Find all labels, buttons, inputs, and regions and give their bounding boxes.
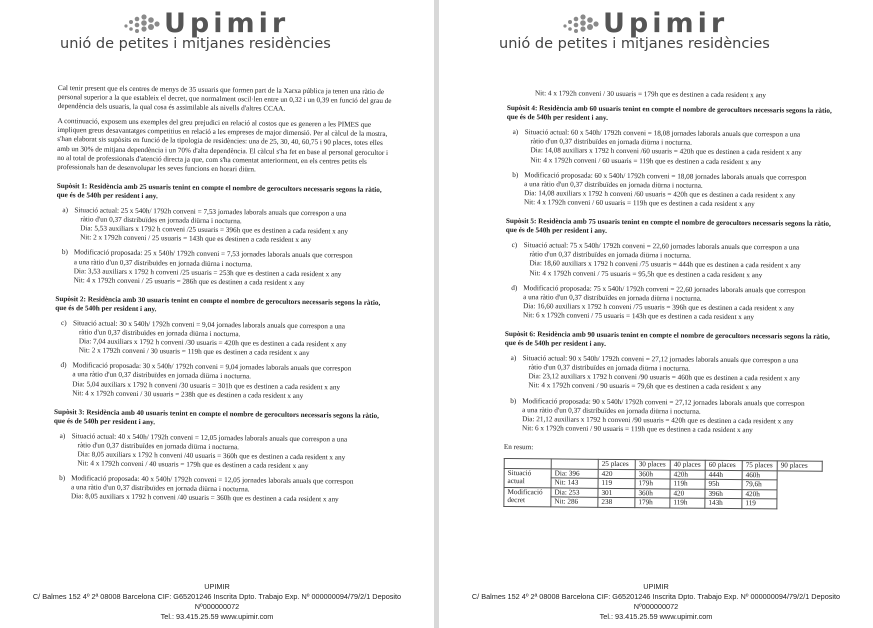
table-cell: 179h — [635, 498, 670, 508]
item-line: Nit: 6 x 1792h conveni / 90 usuaris = 119h que es destinen a cada resident x any — [522, 423, 753, 434]
table-header: 30 places — [635, 460, 670, 470]
letterhead — [60, 10, 390, 58]
table-header: 75 places — [742, 461, 777, 471]
item-line: a una ràtio d'un 0,37 distribuïdes en jornada diürna i nocturna. — [72, 370, 252, 381]
table-cell: 420h — [742, 489, 777, 499]
table-row-group: Situació actual — [504, 468, 551, 488]
list-item — [505, 284, 840, 323]
item-label: a) — [512, 128, 519, 137]
right-body — [503, 89, 842, 510]
table-cell: 360h — [635, 488, 670, 498]
table-cell: 179h — [635, 479, 670, 489]
table-cell: 119 — [598, 478, 635, 488]
continued-line: Nit: 4 x 1792h conveni / 30 usuaris = 179h que es destinen a cada resident x any — [534, 89, 767, 100]
logo-dots-icon — [561, 12, 599, 36]
item-line: a una ràtio d'un 0,37 distribuïdes en jornada diürna i nocturna. — [524, 179, 703, 190]
footer-contact: Tel.: 93.415.25.59 www.upimir.com — [160, 612, 274, 621]
item-line: Dia: 8,05 auxiliars x 1792 h conveni /40 usuaris = 360h que es destinen a cada resident x any — [70, 492, 339, 504]
item-line: Situació actual: 90 x 540h/ 1792h conveni = 27,12 jornades laborals anuals que correspon a una — [522, 354, 799, 365]
section-title: Supòsit 2: Residència amb 30 usuaris tenint en compte el nombre de gerocultors necessaris segons la ràtio, que és de 540h per resident i any. — [55, 294, 381, 314]
summary-table — [503, 458, 822, 510]
section-title: Supòsit 5: Residència amb 75 usuaris tenint en compte el nombre de gerocultors necessaris segons la ràtio, que és de 540h per resident i any. — [505, 217, 831, 236]
item-label: a) — [62, 206, 69, 215]
brand-name: Upimir — [164, 8, 290, 39]
item-label: d) — [511, 283, 518, 292]
brand-tagline: unió de petites i mitjanes residències — [60, 36, 331, 52]
list-item — [504, 397, 839, 436]
table-cell: 420 — [670, 489, 705, 499]
table-cell: 143h — [705, 499, 742, 509]
item-line: Dia: 3,53 auxiliars x 1792 h conveni /25 usuaris = 253h que es destinen a cada resident x any — [73, 266, 342, 279]
item-label: b) — [59, 474, 66, 483]
table-cell: 119h — [670, 498, 705, 508]
table-header — [504, 458, 551, 468]
list-item — [53, 474, 388, 505]
item-line: Dia: 5,04 auxiliars x 1792 h conveni /30 usuaris = 301h que es destinen a cada resident x any — [72, 379, 341, 391]
section-title: Supòsit 4: Residència amb 60 usuaris tenint en compte el nombre de gerocultors necessaris segons la ràtio, que és de 540h per resident i any. — [506, 104, 832, 123]
brand-tagline: unió de petites i mitjanes residències — [499, 36, 770, 52]
list-item — [56, 206, 391, 246]
table-cell: 420 — [598, 469, 635, 479]
table-cell: Dia: 396 — [551, 468, 598, 478]
footer-number: Nº000000072 — [633, 602, 679, 611]
page-left — [0, 0, 434, 628]
table-cell: 444h — [705, 470, 742, 480]
item-line: Dia: 23,12 auxiliars x 1792 h conveni /90 usuaris = 460h que es destinen a cada resident x any — [528, 372, 800, 383]
paragraph: A continuació, exposem uns exemples del greu prejudici en relació al costos que es generen a les PIMES que impliquen greus desavantatges competitius en relació a les empreses de major dimensió. Per al càlcul de la mostra, s'han elaborat sis supòsits en funció de la tipologia de residències: una de 25, 30, 40, 60,75 i 90 places, totes elles amb un 30% de mitjana dependència i un 70% d'alta dependència. El càlcul s'ha fet en base al personal gerocultor i no al total de professionals d'atenció directa ja que, com s'ha comentat anteriorment, en els centres petits els professionals han de desenvolupar les seves funcions en horari diürn. — [56, 117, 389, 174]
item-line: Dia: 16,60 auxiliars x 1792 h conveni /75 usuaris = 396h que es destinen a cada resident x any — [523, 301, 795, 313]
table-header: 25 places — [598, 459, 635, 469]
table-cell: 301 — [598, 488, 635, 498]
item-line: Situació actual: 40 x 540h/ 1792h conveni = 12,05 jornades laborals anuals que correspon a una — [71, 432, 348, 444]
item-line: ràtio d'un 0,37 distribuïdes en jornada diürna i nocturna. — [78, 328, 241, 339]
item-label: a) — [59, 431, 66, 441]
item-line: a una ràtio d'un 0,37 distribuïdes en jornada diürna i nocturna. — [523, 292, 702, 303]
item-line: Nit: 4 x 1792h conveni / 25 usuaris = 286h que es destinen a cada resident x any — [73, 275, 305, 287]
table-cell: 460h — [742, 470, 777, 480]
table-cell: 79,6h — [742, 480, 777, 490]
list-item — [505, 241, 840, 280]
section-title: Supòsit 3: Residència amb 40 usuaris tenint en compte el nombre de gerocultors necessaris segons la ràtio, que és de 540h per resident i any. — [53, 407, 379, 427]
item-label: a) — [510, 354, 517, 363]
item-line: Dia: 8,05 auxiliars x 1792 h conveni /40 usuaris = 360h que es destinen a cada resident x any — [77, 450, 346, 462]
item-line: Dia: 14,08 auxiliars x 1792 h conveni /60 usuaris = 420h que es destinen a cada resident x any — [524, 188, 796, 200]
item-line: Dia: 21,12 auxiliars x 1792 h conveni /90 usuaris = 420h que es destinen a cada resident x any — [522, 414, 794, 426]
item-label: b) — [61, 248, 68, 257]
table-cell: 95h — [705, 479, 742, 489]
table-cell: 360h — [635, 469, 670, 479]
item-line: Nit: 4 x 1792h conveni / 60 usuaris = 119h que es destinen a cada resident x any — [523, 198, 755, 209]
list-item — [54, 361, 389, 401]
table-cell: 396h — [705, 489, 742, 499]
item-line: Nit: 4 x 1792h conveni / 60 usuaris = 119h que es destinen a cada resident x any — [530, 155, 762, 166]
item-label: b) — [512, 170, 519, 179]
item-line: Nit: 4 x 1792h conveni / 90 usuaris = 79,6h que es destinen a cada resident x any — [528, 381, 762, 392]
item-line: Dia: 14,08 auxiliars x 1792 h conveni /60 usuaris = 420h que es destinen a cada resident x any — [530, 146, 802, 158]
item-line: Dia: 5,53 auxiliars x 1792 h conveni /25 usuaris = 396h que es destinen a cada resident x any — [80, 224, 348, 236]
item-line: Modificació proposada: 30 x 540h/ 1792h conveni = 9,04 jornades laborals anuals que correspon — [72, 361, 352, 373]
item-line: Modificació proposada: 90 x 540h/ 1792h conveni = 27,12 jornades laborals anuals que correspon — [522, 396, 805, 408]
brand-name: Upimir — [603, 8, 729, 39]
footer-contact: Tel.: 93.415.25.59 www.upimir.com — [599, 612, 713, 621]
item-label: c) — [61, 319, 67, 328]
item-label: c) — [511, 241, 518, 250]
table-header: 60 places — [705, 460, 742, 470]
section-title: Supòsit 6: Residència amb 90 usuaris tenint en compte el nombre de gerocultors necessaris segons la ràtio, que és de 540h per resident i any. — [504, 329, 830, 348]
item-line: Situació actual: 30 x 540h/ 1792h conveni = 9,04 jornades laborals anuals que correspon a una — [73, 319, 346, 331]
footer-org: UPIMIR — [643, 582, 669, 591]
table-header — [551, 459, 598, 469]
item-line: ràtio d'un 0,37 distribuïdes en jornada diürna i nocturna. — [80, 215, 242, 226]
item-line: Modificació proposada: 40 x 540h/ 1792h conveni = 12,05 jornades laborals anuals que correspon — [71, 474, 354, 486]
item-label: b) — [510, 396, 517, 405]
section-title: Supòsit 1: Residència amb 25 usuaris tenint en compte el nombre de gerocultors necessaris segons la ràtio, que és de 540h per resident i any. — [56, 181, 382, 201]
list-item — [504, 354, 839, 393]
table-cell: Dia: 253 — [551, 488, 598, 498]
list-item — [506, 128, 841, 167]
logo-dots-icon — [122, 12, 160, 36]
item-line: Situació actual: 25 x 540h/ 1792h conveni = 7,53 jornades laborals anuals que correspon a una — [74, 206, 347, 218]
page-footer — [439, 582, 873, 622]
left-body — [53, 84, 393, 512]
footer-address: C/ Balmes 152 4º 2ª 08008 Barcelona CIF: G65201246 Inscrita Dpto. Trabajo Exp. Nº 000000094/79/2/1 Deposito — [32, 592, 402, 601]
table-cell: 238 — [598, 498, 635, 508]
table-header: 90 places — [777, 461, 822, 471]
item-line: Nit: 4 x 1792h conveni / 40 usuaris = 179h que es destinen a cada resident x any — [77, 459, 309, 471]
item-line: Modificació proposada: 25 x 540h/ 1792h conveni = 7,53 jornades laborals anuals que correspon — [73, 248, 353, 261]
item-line: Nit: 2 x 1792h conveni / 30 usuaris = 119h que es destinen a cada resident x any — [78, 346, 310, 358]
footer-number: Nº000000072 — [194, 602, 240, 611]
item-line: ràtio d'un 0,37 distribuïdes en jornada diürna i nocturna. — [77, 441, 240, 452]
item-label: d) — [60, 361, 67, 370]
item-line: Nit: 6 x 1792h conveni / 75 usuaris = 143h que es destinen a cada resident x any — [522, 311, 755, 322]
item-line: ràtio d'un 0,37 distribuïdes en jornada diürna i nocturna. — [530, 137, 692, 147]
item-line: Modificació proposada: 75 x 540h/ 1792h conveni = 22,60 jornades laborals anuals que correspon — [523, 283, 806, 295]
item-line: Nit: 2 x 1792h conveni / 25 usuaris = 143h que es destinen a cada resident x any — [80, 233, 312, 245]
summary-label: En resum: — [503, 442, 534, 452]
table-row — [504, 497, 822, 509]
letterhead — [499, 10, 829, 58]
item-line: Modificació proposada: 60 x 540h/ 1792h conveni = 18,08 jornades laborals anuals que correspon — [524, 170, 807, 182]
table-row-group: Modificació decret — [504, 487, 551, 507]
item-line: Dia: 18,60 auxiliars x 1792 h conveni /75 usuaris = 444h que es destinen a cada resident x any — [529, 259, 801, 270]
item-line: ràtio d'un 0,37 distribuïdes en jornada diürna i nocturna. — [528, 363, 690, 373]
table-cell: Nit: 286 — [551, 497, 598, 507]
table-cell: 119 — [742, 499, 777, 509]
table-cell: Nit: 143 — [551, 478, 598, 488]
item-line: Nit: 4 x 1792h conveni / 75 usuaris = 95,5h que es destinen a cada resident x any — [529, 268, 763, 279]
item-line: Dia: 7,04 auxiliars x 1792 h conveni /30 usuaris = 420h que es destinen a cada resident x any — [78, 337, 347, 349]
item-line: Situació actual: 60 x 540h/ 1792h conveni = 18,08 jornades laborals anuals que correspon a una — [524, 128, 801, 139]
page-footer — [0, 582, 434, 622]
table-cell: 119h — [670, 479, 705, 489]
footer-org: UPIMIR — [204, 582, 230, 591]
item-line: ràtio d'un 0,37 distribuïdes en jornada diürna i nocturna. — [529, 250, 691, 260]
footer-address: C/ Balmes 152 4º 2ª 08008 Barcelona CIF: G65201246 Inscrita Dpto. Trabajo Exp. Nº 000000094/79/2/1 Deposito — [471, 592, 841, 601]
item-line: a una ràtio d'un 0,37 distribuïdes en jornada diürna i nocturna. — [71, 483, 250, 494]
page-right — [439, 0, 873, 628]
list-item — [53, 432, 388, 472]
list-item — [506, 171, 841, 210]
item-line: a una ràtio d'un 0,37 distribuïdes en jornada diürna i nocturna. — [522, 405, 701, 416]
table-header: 40 places — [670, 460, 705, 470]
table-cell: 420h — [670, 470, 705, 480]
item-line: Situació actual: 75 x 540h/ 1792h conveni = 22,60 jornades laborals anuals que correspon a una — [523, 241, 800, 252]
list-item — [56, 248, 391, 288]
paragraph: Cal tenir present que els centres de menys de 35 usuaris que formen part de la Xarxa pública ja tenen una ràtio de personal superior a la que estableix el decret, que normalment oscil·len entre un 0,32 i un 0,39 en funció del grau de dependència dels usuaris, la qual cosa és assimilable als nivells d'altres CCAA. — [57, 84, 392, 113]
list-item — [55, 319, 390, 359]
item-line: Nit: 4 x 1792h conveni / 30 usuaris = 238h que es destinen a cada resident x any — [72, 388, 304, 400]
item-line: a una ràtio d'un 0,37 distribuïdes en jornada diürna i nocturna. — [73, 257, 253, 268]
